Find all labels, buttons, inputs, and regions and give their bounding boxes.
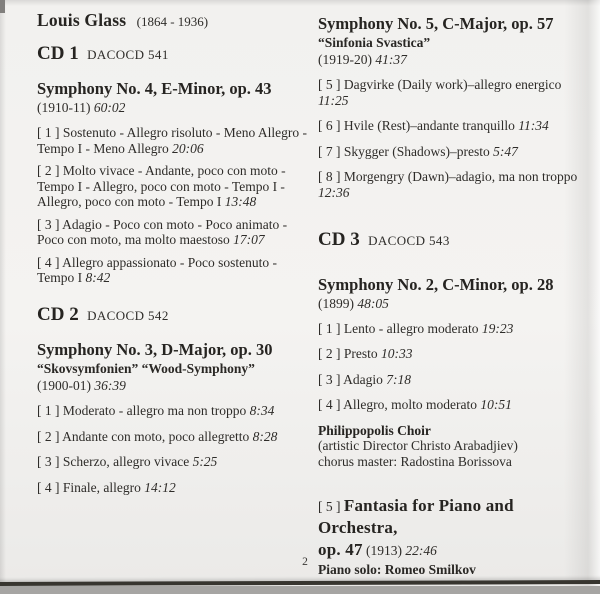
track-number: [ 1 ]	[37, 403, 60, 418]
track-item	[37, 125, 311, 156]
track-desc: Andante con moto, poco allegretto	[62, 428, 250, 444]
symphony2-track-list	[318, 321, 588, 413]
track-number: [ 1 ]	[318, 320, 341, 336]
track-desc: Dagvirke (Daily work)–allegro energico	[343, 77, 562, 92]
track-number: [ 4 ]	[318, 397, 341, 412]
track-item	[318, 346, 588, 362]
symphony3-track-list	[37, 403, 311, 495]
track-item	[318, 118, 588, 134]
track-number: [ 2 ]	[37, 163, 60, 178]
cd1-label: CD 1	[37, 42, 79, 64]
symphony2-year: (1899)	[318, 295, 354, 311]
track-desc: Allegro appassionato - Poco sostenuto - Tempo I	[37, 254, 277, 285]
symphony3-duration: 36:39	[94, 378, 126, 393]
cd2-heading	[37, 303, 311, 325]
track-number: [ 2 ]	[318, 346, 341, 361]
track-time: 14:12	[144, 479, 176, 495]
track-time: 10:51	[480, 397, 512, 412]
track-item	[318, 321, 588, 337]
track-number: [ 8 ]	[318, 169, 341, 184]
track-number: [ 5 ]	[318, 77, 341, 92]
track-item	[318, 169, 588, 200]
symphony2-meta	[318, 295, 588, 312]
composer-name: Louis Glass	[37, 10, 127, 30]
symphony5-subtitle: “Sinfonia Svastica”	[318, 35, 431, 50]
track-number: [ 3 ]	[37, 454, 60, 469]
piano-soloist: Piano solo: Romeo Smilkov	[318, 562, 476, 577]
cd2-label: CD 2	[37, 303, 79, 325]
track-desc: Moderato - allegro ma non troppo	[62, 403, 247, 418]
right-column	[318, 13, 588, 578]
fantasia-title-line1: Fantasia for Piano and Orchestra,	[318, 496, 514, 537]
track-number: [ 6 ]	[318, 118, 341, 133]
symphony4-year: (1910-11)	[37, 100, 91, 115]
choir-credits	[318, 423, 588, 470]
fantasia-heading	[318, 495, 588, 561]
track-desc: Adagio - Poco con moto - Poco animato - Poco con moto, ma molto maestoso	[37, 216, 288, 247]
track-item	[37, 429, 311, 445]
symphony3-subtitle: “Skovsymfonien” “Wood-Symphony”	[37, 361, 255, 376]
cd3-catalog: DACOCD 543	[368, 233, 450, 248]
track-time: 8:34	[249, 403, 275, 418]
symphony3-title: Symphony No. 3, D-Major, op. 30	[37, 340, 273, 359]
track-time: 5:25	[192, 454, 218, 469]
track-item	[318, 397, 588, 413]
track-desc: Adagio	[343, 371, 383, 387]
track-time: 7:18	[386, 371, 412, 387]
track-time: 8:42	[85, 270, 111, 285]
cd1-heading	[37, 42, 311, 64]
track-item	[318, 77, 588, 108]
track-desc: Molto vivace - Andante, poco con moto - Tempo I - Allegro, poco con moto - Tempo I - Allegro, poco con moto - Tempo I	[37, 163, 286, 209]
composer-heading	[37, 10, 311, 30]
symphony4-track-list	[37, 125, 311, 286]
symphony5-meta	[318, 51, 588, 68]
fantasia-track-number: [ 5 ]	[318, 499, 341, 514]
symphony2-duration: 48:05	[357, 295, 389, 311]
track-number: [ 4 ]	[37, 254, 60, 270]
fantasia-year: (1913)	[366, 543, 403, 558]
track-item	[318, 372, 588, 388]
track-desc: Lento - allegro moderato	[343, 320, 479, 336]
track-time: 11:34	[518, 118, 549, 133]
work-symphony-3	[37, 339, 311, 495]
track-time: 5:47	[493, 143, 518, 159]
track-desc: Scherzo, allegro vivace	[62, 454, 190, 469]
track-desc: Skygger (Shadows)–presto	[343, 143, 490, 159]
track-item	[37, 163, 311, 210]
composer-dates: (1864 - 1936)	[136, 14, 209, 29]
track-desc: Hvile (Rest)–andante tranquillo	[343, 118, 515, 133]
cd3-heading	[318, 229, 588, 250]
choir-chorus-master: chorus master: Radostina Borissova	[318, 453, 512, 469]
symphony3-year: (1900-01)	[37, 378, 91, 393]
cd2-catalog: DACOCD 542	[87, 307, 169, 323]
symphony5-title: Symphony No. 5, C-Major, op. 57	[318, 14, 554, 33]
track-item	[37, 480, 311, 496]
track-time: 20:06	[172, 140, 204, 156]
track-time: 17:07	[233, 232, 265, 247]
track-number: [ 1 ]	[37, 125, 60, 140]
symphony3-meta	[37, 377, 311, 394]
work-symphony-2	[318, 274, 588, 413]
track-desc: Finale, allegro	[62, 479, 141, 495]
track-item	[37, 403, 311, 419]
symphony5-year: (1919-20)	[318, 52, 372, 67]
track-number: [ 2 ]	[37, 428, 60, 444]
track-time: 8:28	[252, 428, 278, 444]
symphony4-title: Symphony No. 4, E-Minor, op. 43	[37, 79, 272, 98]
symphony2-title: Symphony No. 2, C-Minor, op. 28	[318, 274, 554, 294]
symphony4-meta	[37, 99, 311, 116]
fantasia-title-line2: op. 47	[318, 540, 363, 559]
track-time: 12:36	[318, 184, 350, 200]
cd3-label: CD 3	[318, 229, 360, 250]
track-desc: Sostenuto - Allegro risoluto - Meno Allegro - Tempo I - Meno Allegro	[37, 125, 307, 156]
track-number: [ 3 ]	[318, 371, 341, 387]
track-time: 19:23	[481, 320, 514, 336]
scan-corner-artifact	[0, 0, 5, 13]
cd1-catalog: DACOCD 541	[87, 46, 169, 62]
track-time: 11:25	[318, 92, 349, 108]
symphony5-duration: 41:37	[375, 52, 407, 67]
track-item	[37, 217, 311, 248]
track-item	[37, 454, 311, 470]
track-number: [ 4 ]	[37, 479, 60, 495]
track-item	[37, 255, 311, 286]
page-number: 2	[302, 556, 308, 568]
track-time: 10:33	[381, 346, 413, 361]
track-desc: Presto	[343, 346, 378, 361]
track-number: [ 7 ]	[318, 143, 341, 159]
track-number: [ 3 ]	[37, 216, 60, 232]
work-symphony-5	[318, 13, 588, 200]
fantasia-duration: 22:46	[405, 543, 437, 558]
choir-director: (artistic Director Christo Arabadjiev)	[318, 438, 518, 453]
track-desc: Morgengry (Dawn)–adagio, ma non troppo	[343, 169, 578, 184]
work-symphony-4	[37, 78, 311, 286]
symphony5-track-list	[318, 77, 588, 200]
track-item	[318, 144, 588, 160]
left-column	[37, 10, 311, 505]
track-desc: Allegro, molto moderato	[343, 397, 477, 412]
track-time: 13:48	[224, 194, 257, 209]
choir-name: Philippopolis Choir	[318, 422, 431, 438]
symphony4-duration: 60:02	[93, 100, 126, 115]
